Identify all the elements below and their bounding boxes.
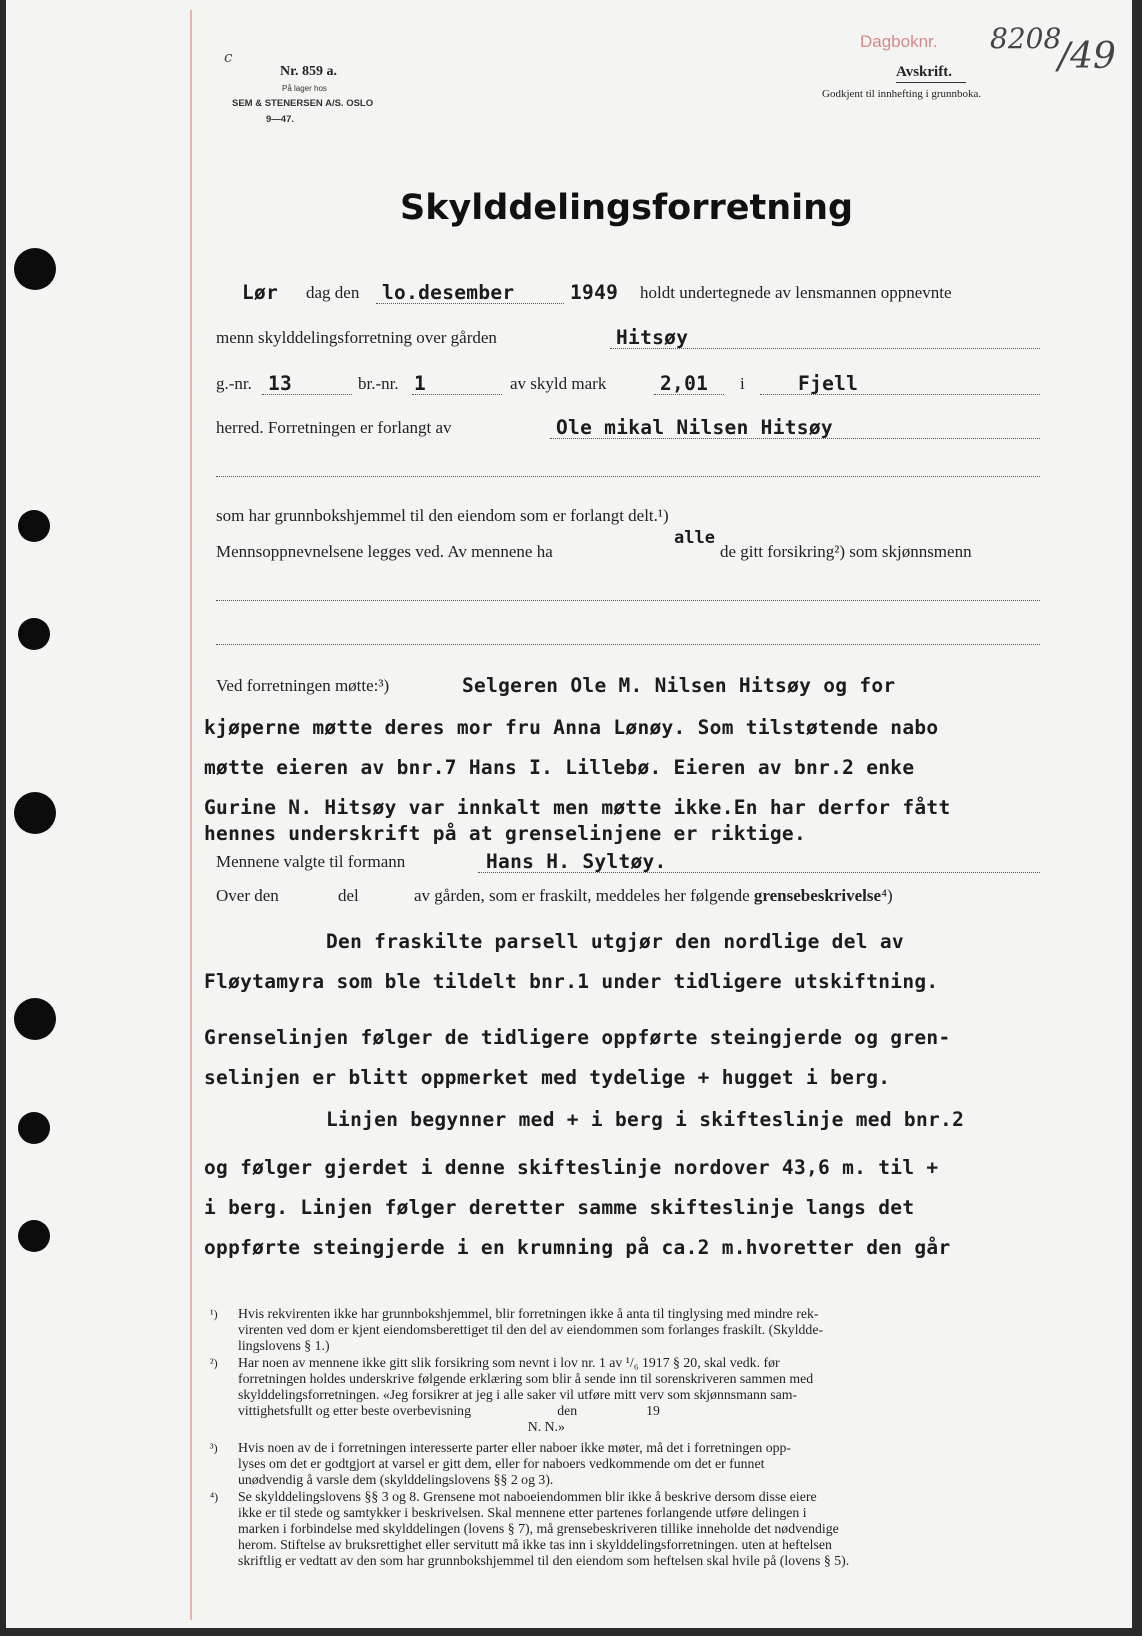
punch-hole xyxy=(14,792,56,834)
footnote-line: herom. Stiftelse av bruksrettighet eller servitutt må ikke tas inn i skylddelingsforretningen. uten at heftelsen xyxy=(238,1537,832,1552)
copy-label-underline xyxy=(896,82,966,83)
footnote-line: vittighetsfullt og etter beste overbevisning den 19 xyxy=(238,1403,660,1418)
scan-edge-left xyxy=(0,0,6,1636)
dotted-line xyxy=(550,438,1040,439)
i-label: i xyxy=(740,374,745,393)
mennsopp-typed: alle xyxy=(674,528,715,548)
held-text: holdt undertegnede av lensmannen oppnevnte xyxy=(640,283,952,302)
desc-line: Den fraskilte parsell utgjør den nordlige del av xyxy=(326,930,904,953)
footnote-3 xyxy=(210,1440,792,1488)
ved-label: Ved forretningen møtte:³) xyxy=(216,676,390,695)
dotted-line xyxy=(654,394,724,395)
dagbok-stamp: Dagboknr. xyxy=(860,32,938,51)
footnote-line: Hvis rekvirenten ikke har grunnbokshjemmel, blir forretningen ikke å anta til tinglysing med mindre rek- xyxy=(238,1306,819,1321)
journal-number: 8208 xyxy=(990,22,1062,55)
footnote-line: virenten ved dom er kjent eiendomsberettiget til den del av eiendommen som forlanges fraskilt. (Skyldde- xyxy=(238,1322,824,1337)
footnote-mark: ¹) xyxy=(210,1307,218,1321)
ved-line: møtte eieren av bnr.7 Hans I. Lillebø. Eieren av bnr.2 enke xyxy=(204,756,915,779)
footnote-line: forretningen holdes underskrive følgende erklæring som blir å sende inn til sorenskriveren sammen med xyxy=(238,1371,814,1386)
footnote-line: skriftlig er vedtatt av den som har grunnbokshjemmel til den eiendom som heftelsen skal hvile på (lovens § 5). xyxy=(238,1553,850,1568)
footnote-mark: ²) xyxy=(210,1356,218,1370)
ved-line: kjøperne møtte deres mor fru Anna Lønøy. Som tilstøtende nabo xyxy=(204,716,939,739)
formann-label: Mennene valgte til formann xyxy=(216,852,406,871)
dotted-line xyxy=(610,348,1040,349)
dotted-line xyxy=(216,600,1040,601)
farm-typed: Hitsøy xyxy=(616,326,689,349)
document-title: Skylddelingsforretning xyxy=(400,188,854,228)
footnote-mark: ⁴) xyxy=(210,1490,219,1504)
punch-hole xyxy=(14,998,56,1040)
municipality-typed: Fjell xyxy=(798,372,859,395)
footnote-mark: ³) xyxy=(210,1441,218,1455)
punch-hole xyxy=(18,1220,50,1252)
requester-typed: Ole mikal Nilsen Hitsøy xyxy=(556,416,833,439)
footnote-line: ikke er til stede og samtykker i beskrivelsen. Skal mennene etter partenes forlangende utføre delingen i xyxy=(238,1505,807,1520)
grunnbok-text: som har grunnbokshjemmel til den eiendom som er forlangt delt.¹) xyxy=(216,506,669,525)
dotted-line xyxy=(262,394,352,395)
brnr-typed: 1 xyxy=(414,372,427,395)
footnote-2 xyxy=(210,1355,814,1435)
printer-name: SEM & STENERSEN A/S. OSLO xyxy=(232,98,374,109)
dotted-line xyxy=(760,394,1040,395)
dotted-line xyxy=(478,872,1040,873)
footnote-line: N. N.» xyxy=(238,1419,565,1434)
footnote-line: Se skylddelingslovens §§ 3 og 8. Grensene mot naboeiendommen blir ikke å beskrive dersom disse eiere xyxy=(238,1489,817,1504)
date-typed: lo.desember xyxy=(382,281,515,304)
dotted-line xyxy=(412,394,502,395)
margin-rule xyxy=(190,10,192,1620)
corner-mark: c xyxy=(224,48,233,66)
gnr-typed: 13 xyxy=(268,372,293,395)
over-den-label: Over den xyxy=(216,886,279,905)
desc-line: selinjen er blitt oppmerket med tydelige + hugget i berg. xyxy=(204,1066,891,1089)
formann-typed: Hans H. Syltøy. xyxy=(486,850,667,873)
desc-line: i berg. Linjen følger deretter samme skifteslinje langs det xyxy=(204,1196,915,1219)
herred-text: herred. Forretningen er forlangt av xyxy=(216,418,452,437)
printer-date: 9—47. xyxy=(266,114,294,125)
dotted-line xyxy=(216,644,1040,645)
footnote-line: skylddelingsforretningen. «Jeg forsikrer at jeg i alle saker vil utføre mitt verv som skjønnsmann sam- xyxy=(238,1387,798,1402)
skyld-label: av skyld mark xyxy=(510,374,607,393)
footnote-ref: ⁴) xyxy=(881,886,893,905)
footnote-line: Har noen av mennene ikke gitt slik forsikring som nevnt i lov nr. 1 av ¹/₆ 1917 § 20, skal vedk. før xyxy=(238,1355,780,1370)
ved-line: hennes underskrift på at grenselinjene er riktige. xyxy=(204,822,806,845)
del-label: del xyxy=(338,886,359,905)
scan-edge-right xyxy=(1132,0,1142,1636)
punch-hole xyxy=(14,248,56,290)
ved-line: Gurine N. Hitsøy var innkalt men møtte ikke.En har derfor fått xyxy=(204,796,951,819)
footnote-line: lingslovens § 1.) xyxy=(238,1338,330,1353)
gnr-label: g.-nr. xyxy=(216,374,252,393)
footnote-line: marken i forbindelse med skylddelingen (lovens § 7), må grensebeskriveren tillike inneholde det nødvendige xyxy=(238,1521,839,1536)
copy-label: Avskrift. xyxy=(896,64,952,80)
ved-line: Selgeren Ole M. Nilsen Hitsøy og for xyxy=(462,674,896,697)
skyld-typed: 2,01 xyxy=(660,372,709,395)
footnote-line: lyses om det er godtgjort at varsel er gitt dem, eller for naboers vedkommende om det er funnet xyxy=(238,1456,765,1471)
desc-line: Linjen begynner med + i berg i skifteslinje med bnr.2 xyxy=(326,1108,965,1131)
grensebeskrivelse-label: grensebeskrivelse xyxy=(753,886,882,905)
mennsopp-text-start: Mennsoppnevnelsene legges ved. Av mennene ha xyxy=(216,542,553,561)
footnote-4 xyxy=(210,1489,850,1569)
desc-line: Fløytamyra som ble tildelt bnr.1 under tidligere utskiftning. xyxy=(204,970,939,993)
over-text-regular: av gården, som er fraskilt, meddeles her følgende xyxy=(414,886,750,905)
over-text xyxy=(414,886,893,906)
desc-line: og følger gjerdet i denne skifteslinje nordover 43,6 m. til + xyxy=(204,1156,939,1179)
menn-text: menn skylddelingsforretning over gården xyxy=(216,328,497,347)
printer-note: På lager hos xyxy=(282,84,327,93)
scan-edge-bottom xyxy=(0,1628,1142,1636)
footnote-line: unødvendig å varsle dem (skylddelingslovens §§ 2 og 3). xyxy=(238,1472,554,1487)
mennsopp-text-end: de gitt forsikring²) som skjønnsmenn xyxy=(720,542,972,561)
punch-hole xyxy=(18,510,50,542)
day-typed: Lør xyxy=(242,281,279,304)
brnr-label: br.-nr. xyxy=(358,374,399,393)
desc-line: oppførte steingjerde i en krumning på ca.2 m.hvoretter den går xyxy=(204,1236,951,1259)
dag-den-label: dag den xyxy=(306,283,360,302)
year-typed: 1949 xyxy=(570,281,619,304)
dotted-line xyxy=(376,303,564,304)
journal-year: /49 xyxy=(1058,36,1116,77)
desc-line: Grenselinjen følger de tidligere oppførte steingjerde og gren- xyxy=(204,1026,951,1049)
punch-hole xyxy=(18,1112,50,1144)
footnote-line: Hvis noen av de i forretningen interesserte parter eller naboer ikke møter, må det i forretningen opp- xyxy=(238,1440,792,1455)
copy-note: Godkjent til innhefting i grunnboka. xyxy=(822,88,982,100)
footnote-1 xyxy=(210,1306,824,1354)
dotted-line xyxy=(216,476,1040,477)
form-number: Nr. 859 a. xyxy=(280,64,338,79)
punch-hole xyxy=(18,618,50,650)
